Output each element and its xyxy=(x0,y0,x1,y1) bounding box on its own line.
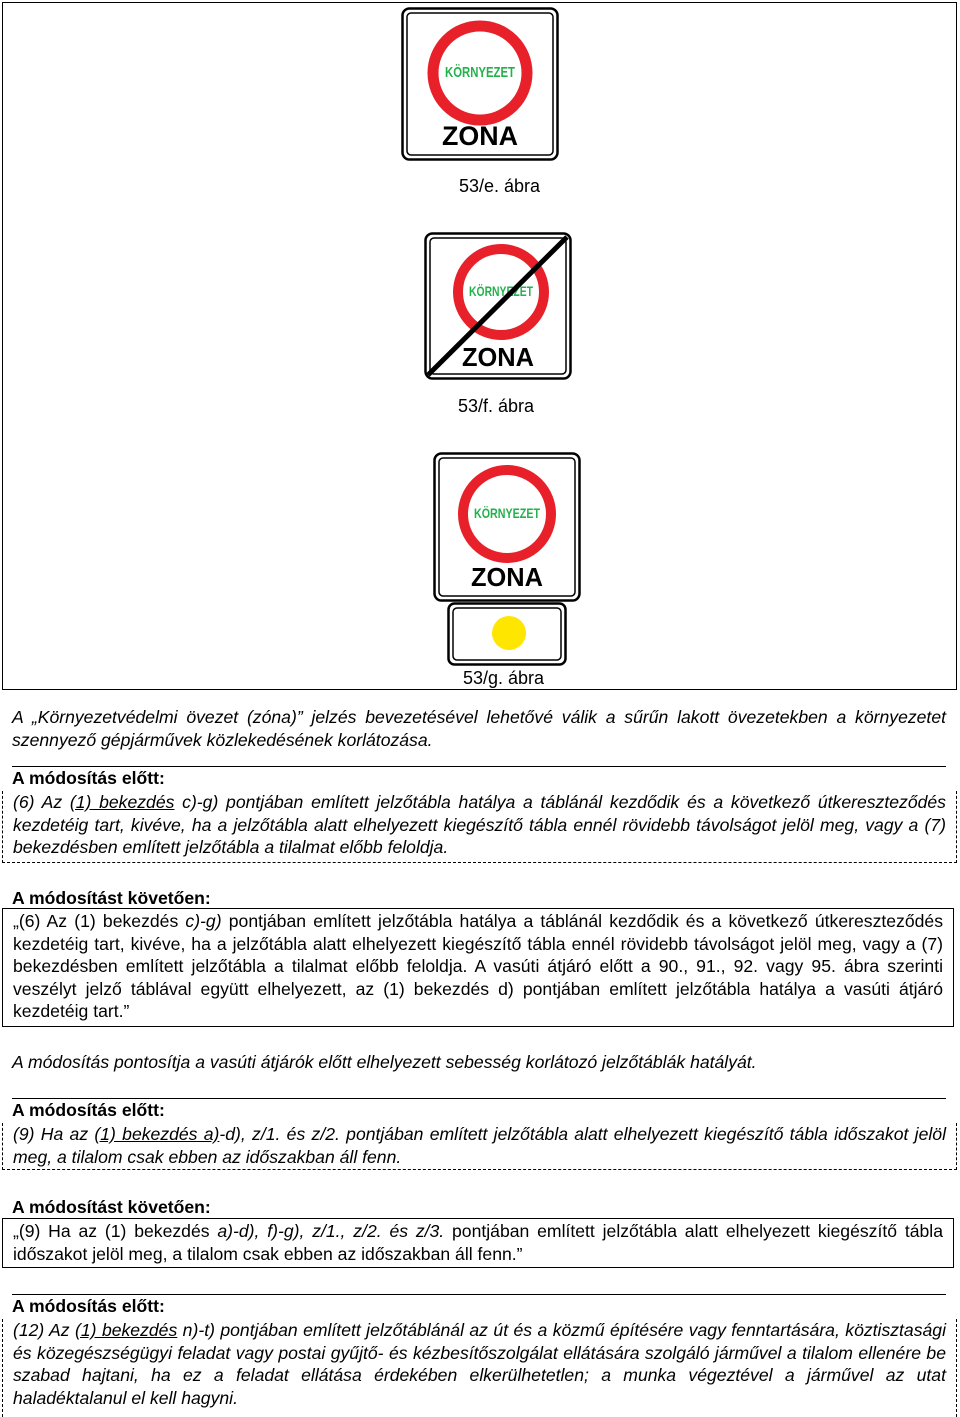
before-heading: A módosítás előtt: xyxy=(12,768,165,788)
figure-caption: 53/g. ábra xyxy=(463,668,545,688)
after-text: pontjában említett jelzőtábla hatálya a táblánál kezdődik és a következő útkereszteződés kezdetéig tart, kivéve, ha a jelzőtábla alatt elhelyezett kiegészítő tábla ennél rövidebb távolságot jelöl meg, vagy a (7) bekezdésben említett jelzőtábla a tilalmat előbb feloldja. A vasúti átjáró előtt a 90., 91., 92. vagy 95. ábra szerinti veszélyt jelző táblával együtt elhelyezett, az (1) bekezdés d) pontjában említett jelzőtábla hatálya a vasúti átjáró kezdetéig tart.” xyxy=(13,911,943,1022)
sign-label-bottom: ZONA xyxy=(462,342,535,372)
before-text: (6) Az xyxy=(13,792,70,812)
divider xyxy=(12,1098,946,1099)
environmental-zone-end-sign xyxy=(424,232,572,380)
before-heading: A módosítás előtt: xyxy=(12,1296,165,1316)
intro-paragraph: A „Környezetvédelmi övezet (zóna)” jelzés bevezetésével lehetővé válik a sűrűn lakott övezetekben a környezetet szennyező gépjárművek közlekedésének korlátozása. xyxy=(12,707,946,750)
before-heading: A módosítás előtt: xyxy=(12,1100,165,1120)
sign-label-bottom: ZONA xyxy=(471,562,544,592)
after-text: „(9) Ha az (1) bekezdés xyxy=(13,1221,218,1241)
after-text: pontjában említett jelzőtábla alatt elhelyezett kiegészítő tábla időszakot jelöl meg, a tilalom csak ebben az időszakban áll fenn.” xyxy=(13,1221,944,1264)
before-text: n)-t) pontjában említett jelzőtáblánál az út és a közmű építésére vagy fenntartására, köztisztasági és közegészségügyi feladat vagy postai gyűjtő- és kézbesítőszolgálat ellátására szolgáló járművel a tilalom ellenére be szabad hajtani, ha ez a feladat ellátása érdekében elkerülhetetlen; a munka végeztével a járművel az utat haladéktalanul el kell hagyni. xyxy=(13,1320,946,1408)
divider xyxy=(12,766,946,767)
sign-label-bottom: ZONA xyxy=(442,121,518,151)
reference-link[interactable]: (1) bekezdés a) xyxy=(94,1124,220,1144)
note-paragraph: A módosítás pontosítja a vasúti átjárók előtt elhelyezett sebesség korlátozó jelzőtáblák hatályát. xyxy=(12,1052,757,1072)
after-text-box xyxy=(2,908,954,1027)
before-text: c)-g) pontjában említett jelzőtábla hatálya a táblánál kezdődik és a következő útkereszteződés kezdetéig tart, kivéve, ha a jelzőtábla alatt elhelyezett kiegészítő tábla ennél rövidebb távolságot jelöl meg, vagy a (7) bekezdésben említett jelzőtábla a tilalmat előbb feloldja. xyxy=(13,792,946,858)
after-text-italic: a)-d), f)-g), z/1., z/2. és z/3. xyxy=(217,1221,445,1241)
yellow-dot-icon xyxy=(492,616,526,650)
figure-caption: 53/e. ábra xyxy=(459,176,541,196)
before-text-box xyxy=(2,791,957,863)
before-text-box xyxy=(2,1123,957,1170)
before-text: (12) Az xyxy=(13,1320,76,1340)
after-heading: A módosítást követően: xyxy=(12,1197,211,1217)
environmental-zone-sign xyxy=(433,452,581,602)
reference-link[interactable]: (1) bekezdés xyxy=(75,1320,178,1340)
reference-link[interactable]: (1) bekezdés xyxy=(69,792,175,812)
environmental-zone-sign xyxy=(401,7,559,161)
before-text: -d), z/1. és z/2. pontjában említett jelzőtábla alatt elhelyezett kiegészítő tábla időszakot jelöl meg, a tilalom csak ebben az időszakban áll fenn. xyxy=(13,1124,946,1167)
after-text-box xyxy=(2,1218,954,1268)
sign-label-top: KÖRNYEZET xyxy=(469,283,534,299)
sign-label-top: KÖRNYEZET xyxy=(474,505,541,521)
after-text-italic: c)-g) xyxy=(185,911,222,931)
supplementary-plate xyxy=(447,602,567,666)
figure-caption: 53/f. ábra xyxy=(458,396,535,416)
sign-label-top: KÖRNYEZET xyxy=(445,64,515,81)
before-text-box xyxy=(2,1319,957,1417)
divider xyxy=(12,1294,946,1295)
before-text: (9) Ha az xyxy=(13,1124,95,1144)
after-text: „(6) Az (1) bekezdés xyxy=(13,911,186,931)
after-heading: A módosítást követően: xyxy=(12,888,211,908)
